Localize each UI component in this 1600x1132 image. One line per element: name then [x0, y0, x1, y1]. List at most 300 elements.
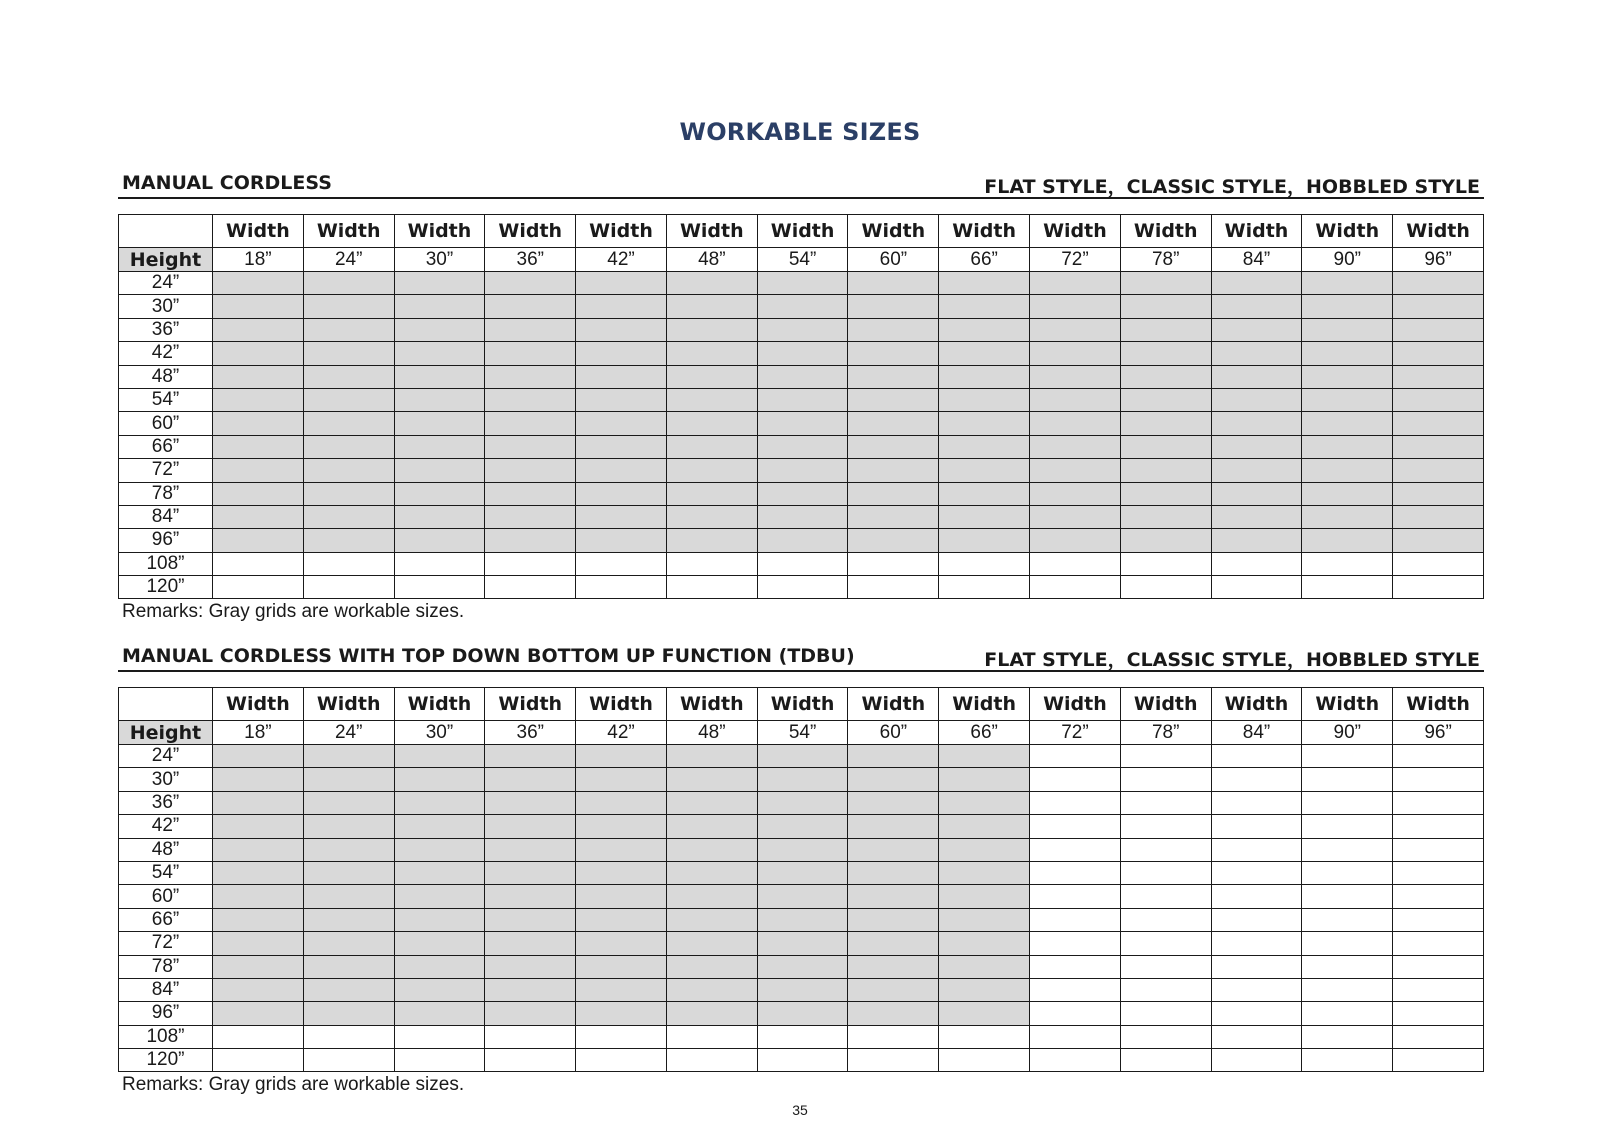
workable-cell — [666, 388, 757, 411]
non-workable-cell — [1393, 885, 1484, 908]
workable-cell — [666, 885, 757, 908]
workable-cell — [1302, 318, 1393, 341]
workable-cell — [1393, 342, 1484, 365]
width-value: 72” — [1030, 721, 1121, 745]
workable-cell — [303, 482, 394, 505]
workable-cell — [1211, 342, 1302, 365]
workable-cell — [1120, 342, 1211, 365]
workable-cell — [485, 505, 576, 528]
workable-cell — [1120, 459, 1211, 482]
workable-cell — [394, 955, 485, 978]
width-value: 54” — [757, 248, 848, 272]
workable-cell — [1030, 459, 1121, 482]
workable-cell — [939, 885, 1030, 908]
table-row — [119, 1025, 1484, 1048]
workable-cell — [213, 295, 304, 318]
width-value: 66” — [939, 721, 1030, 745]
workable-cell — [666, 505, 757, 528]
width-header: Width — [757, 688, 848, 721]
non-workable-cell — [939, 576, 1030, 599]
workable-cell — [303, 459, 394, 482]
workable-cell — [666, 978, 757, 1001]
workable-cell — [394, 412, 485, 435]
workable-cell — [666, 861, 757, 884]
non-workable-cell — [1030, 576, 1121, 599]
workable-cell — [757, 745, 848, 768]
workable-cell — [1302, 459, 1393, 482]
workable-cell — [485, 838, 576, 861]
workable-cell — [576, 459, 667, 482]
workable-cell — [485, 1002, 576, 1025]
non-workable-cell — [1030, 1049, 1121, 1072]
workable-cell — [485, 861, 576, 884]
workable-cell — [666, 295, 757, 318]
non-workable-cell — [1211, 885, 1302, 908]
workable-cell — [394, 791, 485, 814]
width-value: 18” — [213, 248, 304, 272]
workable-cell — [303, 932, 394, 955]
width-value: 96” — [1393, 248, 1484, 272]
table-row — [119, 459, 1484, 482]
table-row — [119, 1002, 1484, 1025]
workable-cell — [1211, 435, 1302, 458]
non-workable-cell — [848, 1049, 939, 1072]
workable-cell — [485, 435, 576, 458]
workable-cell — [757, 978, 848, 1001]
width-header: Width — [394, 688, 485, 721]
non-workable-cell — [303, 1049, 394, 1072]
non-workable-cell — [1120, 955, 1211, 978]
width-values-row — [119, 721, 1484, 745]
table-row — [119, 412, 1484, 435]
workable-cell — [303, 342, 394, 365]
width-value: 48” — [666, 248, 757, 272]
workable-cell — [213, 1002, 304, 1025]
non-workable-cell — [213, 576, 304, 599]
workable-cell — [303, 412, 394, 435]
width-value: 72” — [1030, 248, 1121, 272]
workable-cell — [666, 342, 757, 365]
height-header: Height — [119, 721, 213, 745]
non-workable-cell — [666, 1025, 757, 1048]
workable-cell — [939, 365, 1030, 388]
workable-cell — [666, 272, 757, 295]
workable-cell — [1120, 482, 1211, 505]
workable-cell — [213, 459, 304, 482]
page-number: 35 — [792, 1102, 808, 1118]
non-workable-cell — [1211, 791, 1302, 814]
workable-cell — [1120, 529, 1211, 552]
non-workable-cell — [1120, 552, 1211, 575]
workable-cell — [213, 791, 304, 814]
workable-cell — [213, 815, 304, 838]
workable-cell — [939, 1002, 1030, 1025]
non-workable-cell — [1211, 861, 1302, 884]
workable-cell — [213, 505, 304, 528]
width-values-row — [119, 248, 1484, 272]
workable-cell — [848, 342, 939, 365]
non-workable-cell — [394, 576, 485, 599]
non-workable-cell — [1393, 552, 1484, 575]
non-workable-cell — [1393, 838, 1484, 861]
non-workable-cell — [576, 552, 667, 575]
workable-cell — [394, 272, 485, 295]
non-workable-cell — [939, 1049, 1030, 1072]
table-row — [119, 529, 1484, 552]
non-workable-cell — [1030, 552, 1121, 575]
workable-cell — [485, 318, 576, 341]
width-header: Width — [394, 215, 485, 248]
workable-cell — [757, 482, 848, 505]
workable-cell — [576, 435, 667, 458]
workable-cell — [848, 435, 939, 458]
workable-cell — [394, 435, 485, 458]
section-title: MANUAL CORDLESS WITH TOP DOWN BOTTOM UP FUNCTION (TDBU) — [122, 645, 855, 667]
workable-cell — [1393, 505, 1484, 528]
table-row — [119, 1049, 1484, 1072]
width-label-row — [119, 215, 1484, 248]
height-value: 24” — [119, 272, 213, 295]
width-value: 54” — [757, 721, 848, 745]
non-workable-cell — [1393, 861, 1484, 884]
workable-cell — [213, 745, 304, 768]
table-row — [119, 791, 1484, 814]
non-workable-cell — [757, 552, 848, 575]
workable-cell — [394, 815, 485, 838]
height-value: 48” — [119, 838, 213, 861]
workable-cell — [848, 768, 939, 791]
height-value: 30” — [119, 768, 213, 791]
workable-cell — [666, 815, 757, 838]
height-value: 84” — [119, 505, 213, 528]
non-workable-cell — [1302, 745, 1393, 768]
workable-cell — [1211, 482, 1302, 505]
non-workable-cell — [1211, 932, 1302, 955]
height-value: 78” — [119, 955, 213, 978]
workable-cell — [394, 745, 485, 768]
workable-cell — [394, 932, 485, 955]
workable-cell — [1030, 272, 1121, 295]
workable-cell — [666, 908, 757, 931]
height-value: 66” — [119, 435, 213, 458]
non-workable-cell — [1302, 1049, 1393, 1072]
corner-cell — [119, 215, 213, 248]
workable-cell — [303, 885, 394, 908]
width-value: 60” — [848, 248, 939, 272]
workable-cell — [939, 908, 1030, 931]
workable-cell — [1120, 272, 1211, 295]
workable-cell — [213, 318, 304, 341]
workable-cell — [666, 768, 757, 791]
width-header: Width — [1211, 215, 1302, 248]
workable-cell — [303, 908, 394, 931]
workable-cell — [757, 955, 848, 978]
workable-cell — [848, 978, 939, 1001]
workable-cell — [485, 482, 576, 505]
workable-cell — [576, 932, 667, 955]
table-row — [119, 861, 1484, 884]
width-value: 84” — [1211, 248, 1302, 272]
non-workable-cell — [1120, 908, 1211, 931]
width-value: 66” — [939, 248, 1030, 272]
workable-cell — [213, 885, 304, 908]
non-workable-cell — [485, 576, 576, 599]
workable-cell — [303, 318, 394, 341]
width-value: 36” — [485, 721, 576, 745]
non-workable-cell — [666, 552, 757, 575]
workable-cell — [757, 529, 848, 552]
workable-cell — [576, 482, 667, 505]
workable-cell — [213, 861, 304, 884]
workable-cell — [394, 482, 485, 505]
width-value: 42” — [576, 248, 667, 272]
workable-cell — [666, 745, 757, 768]
workable-cell — [394, 838, 485, 861]
workable-cell — [1211, 505, 1302, 528]
width-header: Width — [485, 215, 576, 248]
table-row — [119, 908, 1484, 931]
workable-cell — [485, 815, 576, 838]
workable-cell — [1030, 388, 1121, 411]
non-workable-cell — [213, 1025, 304, 1048]
non-workable-cell — [1211, 1025, 1302, 1048]
non-workable-cell — [939, 552, 1030, 575]
width-header: Width — [939, 215, 1030, 248]
non-workable-cell — [213, 1049, 304, 1072]
workable-cell — [394, 459, 485, 482]
workable-cell — [666, 412, 757, 435]
workable-cell — [1393, 435, 1484, 458]
width-header: Width — [1211, 688, 1302, 721]
non-workable-cell — [1302, 1025, 1393, 1048]
width-header: Width — [1120, 215, 1211, 248]
table-row — [119, 365, 1484, 388]
workable-cell — [303, 1002, 394, 1025]
non-workable-cell — [1030, 1025, 1121, 1048]
workable-cell — [1030, 365, 1121, 388]
non-workable-cell — [1120, 1049, 1211, 1072]
non-workable-cell — [485, 1025, 576, 1048]
workable-cell — [939, 978, 1030, 1001]
workable-cell — [757, 295, 848, 318]
width-header: Width — [576, 688, 667, 721]
workable-cell — [757, 365, 848, 388]
height-value: 36” — [119, 791, 213, 814]
non-workable-cell — [1030, 768, 1121, 791]
non-workable-cell — [1120, 815, 1211, 838]
workable-cell — [1211, 529, 1302, 552]
workable-cell — [1030, 482, 1121, 505]
width-header: Width — [1302, 215, 1393, 248]
non-workable-cell — [1120, 1025, 1211, 1048]
workable-cell — [848, 272, 939, 295]
workable-cell — [1120, 435, 1211, 458]
workable-cell — [757, 435, 848, 458]
workable-cell — [1302, 505, 1393, 528]
non-workable-cell — [485, 552, 576, 575]
table-row — [119, 435, 1484, 458]
workable-cell — [757, 272, 848, 295]
workable-cell — [1393, 388, 1484, 411]
height-value: 120” — [119, 1049, 213, 1072]
height-value: 72” — [119, 459, 213, 482]
workable-cell — [576, 318, 667, 341]
workable-cell — [576, 768, 667, 791]
workable-cell — [666, 932, 757, 955]
workable-cell — [848, 955, 939, 978]
height-value: 48” — [119, 365, 213, 388]
workable-cell — [576, 838, 667, 861]
workable-cell — [757, 908, 848, 931]
workable-cell — [1030, 295, 1121, 318]
workable-cell — [757, 885, 848, 908]
workable-cell — [848, 932, 939, 955]
width-value: 30” — [394, 248, 485, 272]
workable-cell — [757, 342, 848, 365]
section-title: MANUAL CORDLESS — [122, 172, 332, 194]
workable-cell — [666, 1002, 757, 1025]
workable-cell — [1030, 412, 1121, 435]
width-header: Width — [1302, 688, 1393, 721]
non-workable-cell — [1302, 768, 1393, 791]
width-header: Width — [1030, 688, 1121, 721]
workable-cell — [666, 955, 757, 978]
workable-cell — [1030, 435, 1121, 458]
workable-cell — [303, 745, 394, 768]
workable-cell — [576, 505, 667, 528]
table-row — [119, 576, 1484, 599]
workable-cell — [303, 838, 394, 861]
workable-cell — [213, 482, 304, 505]
section-styles: FLAT STYLE，CLASSIC STYLE，HOBBLED STYLE — [984, 649, 1480, 671]
width-header: Width — [576, 215, 667, 248]
height-value: 24” — [119, 745, 213, 768]
workable-cell — [576, 388, 667, 411]
workable-cell — [485, 908, 576, 931]
workable-cell — [939, 342, 1030, 365]
non-workable-cell — [1120, 932, 1211, 955]
width-header: Width — [1393, 688, 1484, 721]
non-workable-cell — [576, 576, 667, 599]
width-header: Width — [666, 215, 757, 248]
height-value: 60” — [119, 885, 213, 908]
non-workable-cell — [1302, 552, 1393, 575]
non-workable-cell — [1393, 955, 1484, 978]
non-workable-cell — [1120, 576, 1211, 599]
workable-cell — [939, 768, 1030, 791]
workable-cell — [757, 838, 848, 861]
height-value: 36” — [119, 318, 213, 341]
workable-cell — [1393, 529, 1484, 552]
width-header: Width — [1030, 215, 1121, 248]
workable-cell — [939, 505, 1030, 528]
table-row — [119, 272, 1484, 295]
table-row — [119, 745, 1484, 768]
non-workable-cell — [1302, 791, 1393, 814]
workable-cell — [303, 295, 394, 318]
workable-cell — [1302, 529, 1393, 552]
non-workable-cell — [666, 1049, 757, 1072]
workable-cell — [394, 342, 485, 365]
workable-cell — [576, 529, 667, 552]
workable-cell — [848, 791, 939, 814]
non-workable-cell — [1302, 932, 1393, 955]
width-header: Width — [303, 688, 394, 721]
workable-cell — [666, 365, 757, 388]
workable-cell — [303, 505, 394, 528]
table-row — [119, 342, 1484, 365]
workable-cell — [666, 435, 757, 458]
workable-cell — [939, 529, 1030, 552]
height-value: 42” — [119, 342, 213, 365]
workable-cell — [848, 838, 939, 861]
workable-cell — [1302, 295, 1393, 318]
workable-cell — [576, 1002, 667, 1025]
workable-cell — [485, 388, 576, 411]
width-header: Width — [1120, 688, 1211, 721]
workable-cell — [939, 745, 1030, 768]
workable-cell — [394, 529, 485, 552]
workable-cell — [485, 272, 576, 295]
width-label-row — [119, 688, 1484, 721]
non-workable-cell — [1211, 576, 1302, 599]
workable-cell — [1120, 318, 1211, 341]
non-workable-cell — [1120, 861, 1211, 884]
non-workable-cell — [1302, 978, 1393, 1001]
workable-cell — [213, 908, 304, 931]
workable-cell — [485, 791, 576, 814]
height-value: 108” — [119, 552, 213, 575]
non-workable-cell — [1030, 885, 1121, 908]
workable-cell — [303, 978, 394, 1001]
workable-cell — [939, 955, 1030, 978]
workable-cell — [1120, 295, 1211, 318]
non-workable-cell — [666, 576, 757, 599]
width-value: 48” — [666, 721, 757, 745]
table-row — [119, 768, 1484, 791]
width-value: 36” — [485, 248, 576, 272]
non-workable-cell — [1302, 885, 1393, 908]
workable-cell — [757, 768, 848, 791]
workable-cell — [666, 459, 757, 482]
workable-cell — [576, 815, 667, 838]
workable-cell — [394, 318, 485, 341]
workable-cell — [666, 482, 757, 505]
non-workable-cell — [1030, 908, 1121, 931]
workable-cell — [757, 388, 848, 411]
workable-cell — [213, 435, 304, 458]
workable-cell — [213, 342, 304, 365]
workable-cell — [939, 861, 1030, 884]
non-workable-cell — [1030, 791, 1121, 814]
non-workable-cell — [1393, 1049, 1484, 1072]
non-workable-cell — [1211, 1002, 1302, 1025]
workable-cell — [939, 435, 1030, 458]
non-workable-cell — [848, 1025, 939, 1048]
workable-cell — [394, 768, 485, 791]
workable-cell — [1120, 505, 1211, 528]
workable-cell — [485, 459, 576, 482]
width-header: Width — [848, 688, 939, 721]
non-workable-cell — [576, 1025, 667, 1048]
workable-cell — [757, 459, 848, 482]
workable-cell — [1302, 272, 1393, 295]
workable-cell — [848, 861, 939, 884]
non-workable-cell — [1211, 815, 1302, 838]
width-header: Width — [213, 215, 304, 248]
workable-cell — [576, 745, 667, 768]
workable-cell — [1302, 482, 1393, 505]
